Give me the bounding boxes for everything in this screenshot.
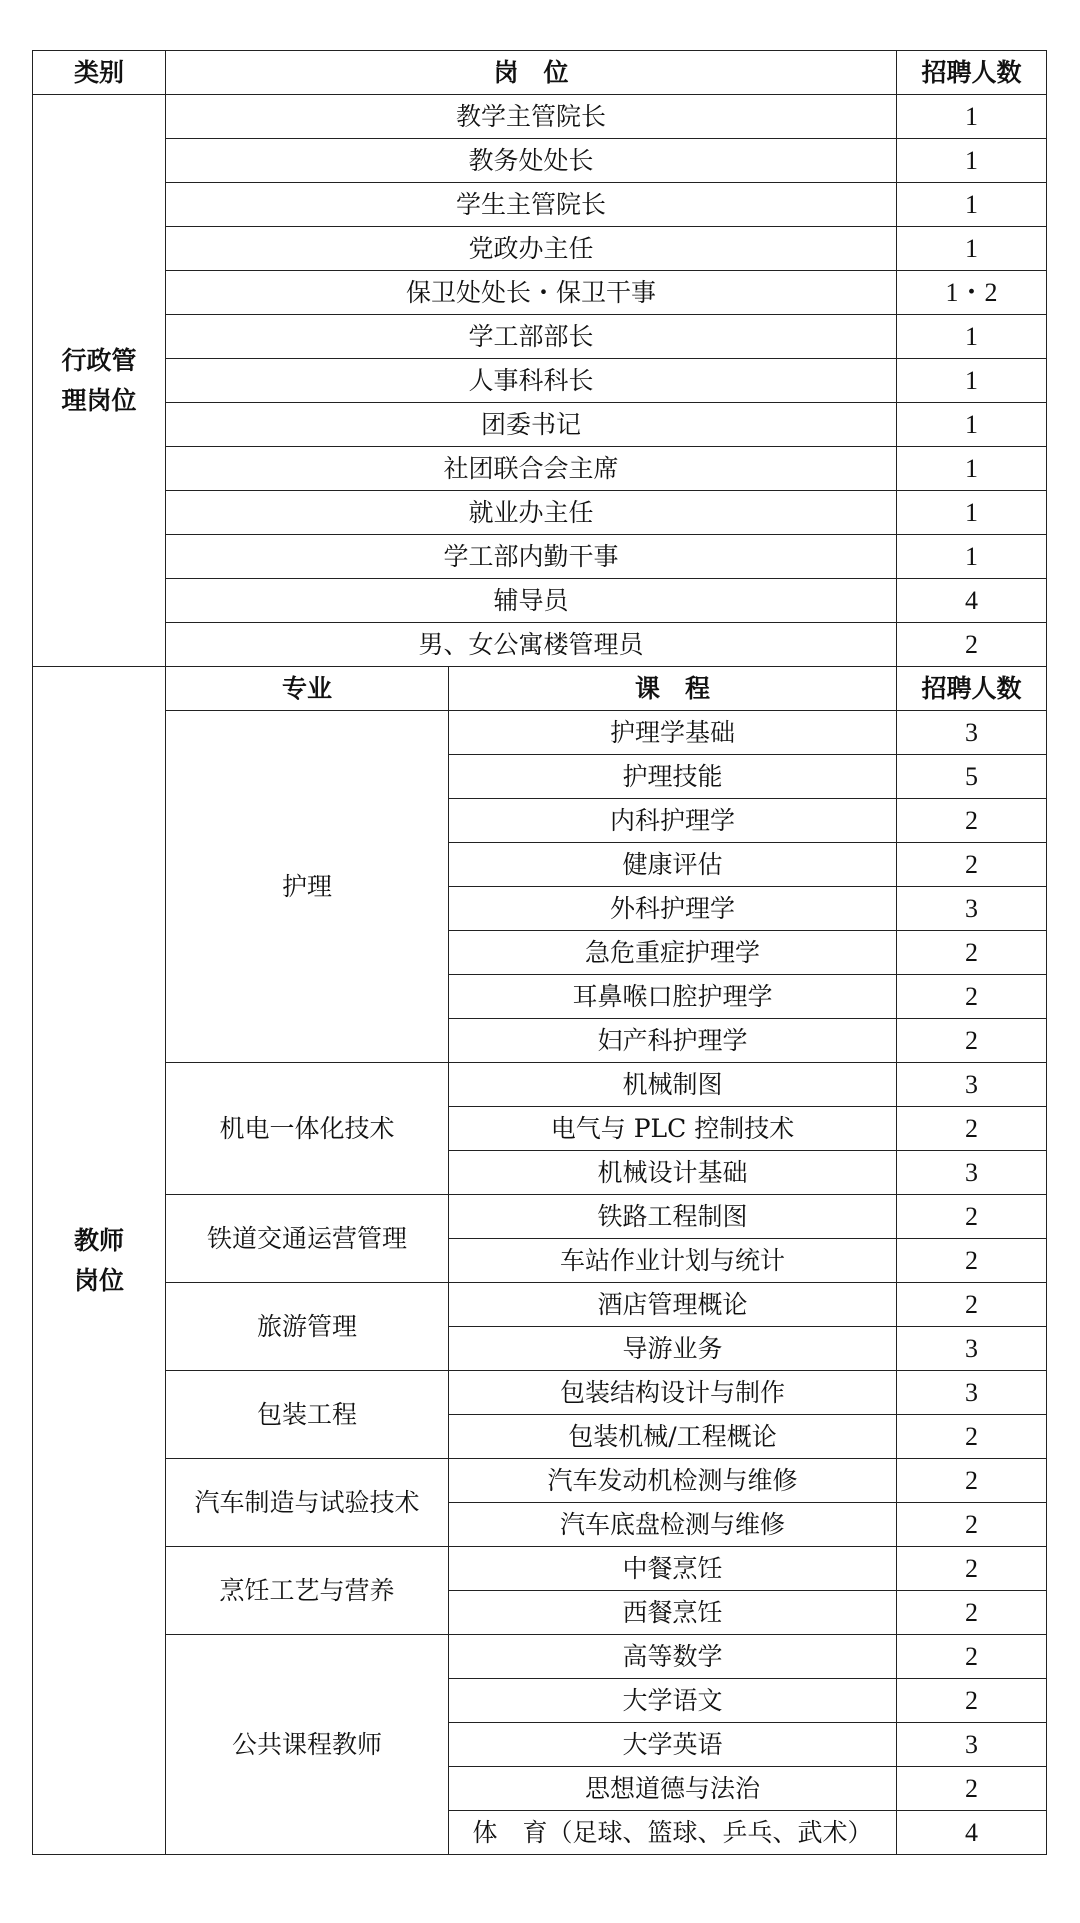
course-row: [33, 1459, 1047, 1503]
header-teacher-count: 招聘人数: [897, 667, 1047, 711]
course-cell: 护理技能: [449, 755, 897, 799]
course-row: [33, 1283, 1047, 1327]
admin-position: 男、女公寓楼管理员: [166, 623, 897, 667]
course-cell: 高等数学: [449, 1635, 897, 1679]
admin-row: [33, 623, 1047, 667]
admin-row: [33, 447, 1047, 491]
major-cell: 烹饪工艺与营养: [166, 1547, 449, 1635]
major-cell: 机电一体化技术: [166, 1063, 449, 1195]
course-count: 2: [897, 799, 1047, 843]
admin-count: 1: [897, 95, 1047, 139]
course-row: [33, 1635, 1047, 1679]
course-cell: 铁路工程制图: [449, 1195, 897, 1239]
major-cell: 汽车制造与试验技术: [166, 1459, 449, 1547]
admin-row: [33, 183, 1047, 227]
recruitment-table: [32, 50, 1047, 1855]
admin-row: [33, 139, 1047, 183]
course-cell: 电气与 PLC 控制技术: [449, 1107, 897, 1151]
admin-row: [33, 403, 1047, 447]
course-cell: 思想道德与法治: [449, 1767, 897, 1811]
course-count: 2: [897, 843, 1047, 887]
admin-count: 1・2: [897, 271, 1047, 315]
course-cell: 外科护理学: [449, 887, 897, 931]
admin-row: [33, 491, 1047, 535]
course-count: 4: [897, 1811, 1047, 1855]
admin-row: [33, 535, 1047, 579]
course-count: 2: [897, 1767, 1047, 1811]
course-cell: 西餐烹饪: [449, 1591, 897, 1635]
course-row: [33, 1371, 1047, 1415]
course-count: 2: [897, 1635, 1047, 1679]
course-count: 3: [897, 1723, 1047, 1767]
course-cell: 中餐烹饪: [449, 1547, 897, 1591]
header-row: [33, 51, 1047, 95]
admin-position: 学工部内勤干事: [166, 535, 897, 579]
course-row: [33, 711, 1047, 755]
header-position: 岗 位: [166, 51, 897, 95]
course-count: 2: [897, 1503, 1047, 1547]
course-count: 2: [897, 1019, 1047, 1063]
course-count: 2: [897, 1591, 1047, 1635]
course-count: 3: [897, 1063, 1047, 1107]
course-count: 2: [897, 1195, 1047, 1239]
admin-position: 团委书记: [166, 403, 897, 447]
course-cell: 耳鼻喉口腔护理学: [449, 975, 897, 1019]
course-count: 2: [897, 1415, 1047, 1459]
admin-row: [33, 271, 1047, 315]
admin-count: 1: [897, 403, 1047, 447]
course-count: 3: [897, 887, 1047, 931]
course-cell: 机械制图: [449, 1063, 897, 1107]
course-count: 2: [897, 1107, 1047, 1151]
table-body: [33, 51, 1047, 1855]
course-cell: 护理学基础: [449, 711, 897, 755]
admin-position: 学生主管院长: [166, 183, 897, 227]
course-count: 2: [897, 1679, 1047, 1723]
admin-count: 1: [897, 183, 1047, 227]
admin-position: 就业办主任: [166, 491, 897, 535]
course-cell: 导游业务: [449, 1327, 897, 1371]
course-cell: 内科护理学: [449, 799, 897, 843]
admin-count: 1: [897, 227, 1047, 271]
admin-position: 党政办主任: [166, 227, 897, 271]
admin-count: 1: [897, 447, 1047, 491]
course-cell: 健康评估: [449, 843, 897, 887]
admin-position: 人事科科长: [166, 359, 897, 403]
course-row: [33, 1547, 1047, 1591]
header-major: 专业: [166, 667, 449, 711]
admin-count: 2: [897, 623, 1047, 667]
course-count: 3: [897, 1327, 1047, 1371]
admin-position: 学工部部长: [166, 315, 897, 359]
course-cell: 大学语文: [449, 1679, 897, 1723]
course-row: [33, 1063, 1047, 1107]
category-teacher: [33, 667, 166, 1855]
course-cell: 妇产科护理学: [449, 1019, 897, 1063]
admin-row: [33, 579, 1047, 623]
admin-position: 教务处处长: [166, 139, 897, 183]
category-admin-label: 行政管 理岗位: [61, 345, 137, 415]
admin-count: 1: [897, 491, 1047, 535]
course-count: 2: [897, 931, 1047, 975]
major-cell: 公共课程教师: [166, 1635, 449, 1855]
teacher-subheader-row: [33, 667, 1047, 711]
admin-count: 1: [897, 139, 1047, 183]
header-category: 类别: [33, 51, 166, 95]
course-cell: 机械设计基础: [449, 1151, 897, 1195]
course-count: 3: [897, 711, 1047, 755]
admin-position: 辅导员: [166, 579, 897, 623]
category-admin: [33, 95, 166, 667]
header-course: 课 程: [449, 667, 897, 711]
course-count: 3: [897, 1371, 1047, 1415]
header-count: 招聘人数: [897, 51, 1047, 95]
course-count: 2: [897, 1547, 1047, 1591]
course-cell: 汽车发动机检测与维修: [449, 1459, 897, 1503]
course-cell: 汽车底盘检测与维修: [449, 1503, 897, 1547]
admin-row: [33, 359, 1047, 403]
major-cell: 包装工程: [166, 1371, 449, 1459]
course-cell: 酒店管理概论: [449, 1283, 897, 1327]
course-count: 3: [897, 1151, 1047, 1195]
admin-position: 保卫处处长・保卫干事: [166, 271, 897, 315]
admin-count: 4: [897, 579, 1047, 623]
major-cell: 铁道交通运营管理: [166, 1195, 449, 1283]
course-row: [33, 1195, 1047, 1239]
category-teacher-label: 教师 岗位: [73, 1225, 124, 1295]
course-count: 2: [897, 1239, 1047, 1283]
course-cell: 大学英语: [449, 1723, 897, 1767]
course-cell: 包装机械/工程概论: [449, 1415, 897, 1459]
course-count: 2: [897, 1459, 1047, 1503]
course-count: 5: [897, 755, 1047, 799]
course-count: 2: [897, 1283, 1047, 1327]
course-count: 2: [897, 975, 1047, 1019]
course-cell: 急危重症护理学: [449, 931, 897, 975]
admin-position: 教学主管院长: [166, 95, 897, 139]
admin-row: [33, 227, 1047, 271]
course-cell: 体 育（足球、篮球、乒乓、武术）: [449, 1811, 897, 1855]
admin-row: [33, 95, 1047, 139]
admin-count: 1: [897, 315, 1047, 359]
admin-position: 社团联合会主席: [166, 447, 897, 491]
admin-row: [33, 315, 1047, 359]
major-cell: 旅游管理: [166, 1283, 449, 1371]
course-cell: 包装结构设计与制作: [449, 1371, 897, 1415]
major-cell: 护理: [166, 711, 449, 1063]
admin-count: 1: [897, 535, 1047, 579]
admin-count: 1: [897, 359, 1047, 403]
course-cell: 车站作业计划与统计: [449, 1239, 897, 1283]
